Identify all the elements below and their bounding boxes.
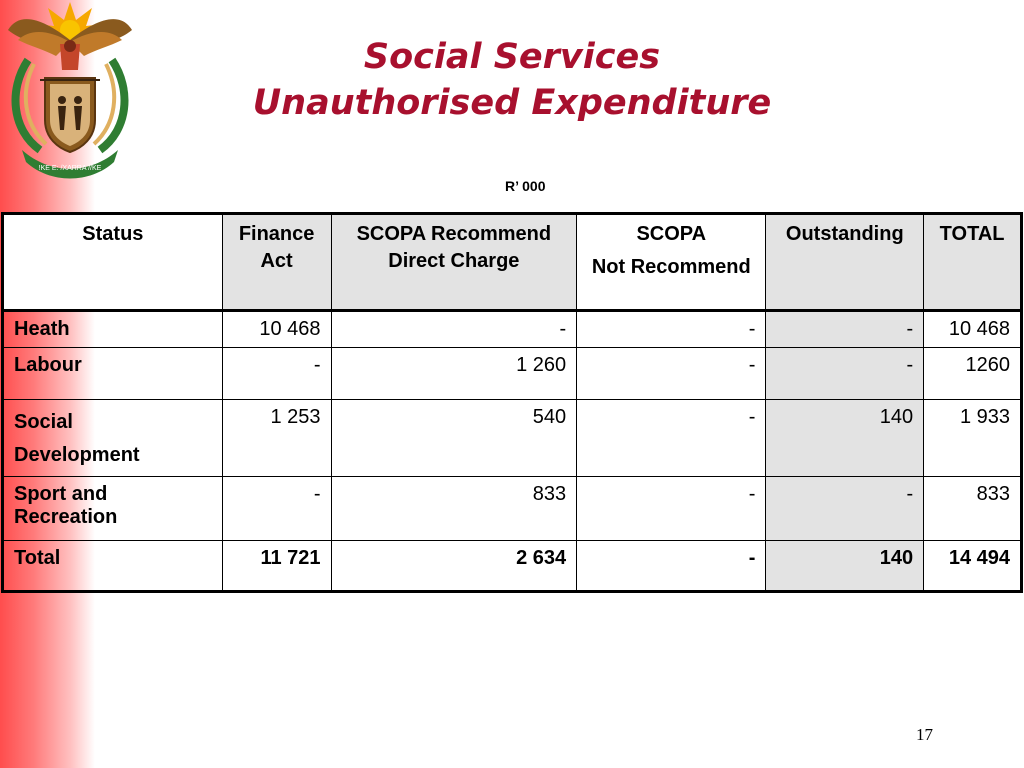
row-status	[3, 400, 223, 477]
table-row	[3, 311, 1022, 348]
cell-scopa-direct: 2 634	[331, 541, 577, 592]
logo-motto: !KE E: /XARRA //KE	[38, 165, 102, 172]
cell-scopa-direct: 1 260	[331, 348, 577, 400]
title-line-1: Social Services	[363, 37, 661, 77]
cell-scopa-not: -	[577, 348, 766, 400]
cell-outstanding: 140	[766, 541, 924, 592]
cell-outstanding: -	[766, 348, 924, 400]
title-line-2: Unauthorised Expenditure	[252, 83, 772, 123]
header-scopa-not-line1: SCOPA	[636, 223, 707, 245]
cell-finance-act: 11 721	[222, 541, 331, 592]
unit-label: R’ 000	[505, 178, 546, 194]
table-row	[3, 477, 1022, 541]
cell-total: 14 494	[924, 541, 1022, 592]
cell-total: 1 933	[924, 400, 1022, 477]
expenditure-table	[1, 212, 1023, 593]
row-status: Heath	[3, 311, 223, 348]
cell-scopa-not: -	[577, 400, 766, 477]
cell-outstanding: 140	[766, 400, 924, 477]
cell-scopa-not: -	[577, 541, 766, 592]
header-finance-act: Finance Act	[222, 214, 331, 311]
row-status: Sport and Recreation	[3, 477, 223, 541]
table-row	[3, 541, 1022, 592]
row-status-line1: Social	[14, 411, 73, 433]
cell-scopa-direct: 833	[331, 477, 577, 541]
cell-total: 1260	[924, 348, 1022, 400]
row-status-line2: Development	[14, 444, 140, 466]
cell-finance-act: 10 468	[222, 311, 331, 348]
cell-finance-act: 1 253	[222, 400, 331, 477]
header-status: Status	[3, 214, 223, 311]
cell-scopa-not: -	[577, 477, 766, 541]
cell-scopa-direct: 540	[331, 400, 577, 477]
header-scopa-direct: SCOPA Recommend Direct Charge	[331, 214, 577, 311]
cell-total: 10 468	[924, 311, 1022, 348]
header-scopa-not-recommend	[577, 214, 766, 311]
cell-scopa-not: -	[577, 311, 766, 348]
row-status: Labour	[3, 348, 223, 400]
table-row	[3, 348, 1022, 400]
cell-total: 833	[924, 477, 1022, 541]
table-header-row	[3, 214, 1022, 311]
row-status: Total	[3, 541, 223, 592]
header-total: TOTAL	[924, 214, 1022, 311]
cell-outstanding: -	[766, 477, 924, 541]
cell-finance-act: -	[222, 477, 331, 541]
header-scopa-not-line2: Not Recommend	[591, 256, 751, 278]
cell-outstanding: -	[766, 311, 924, 348]
cell-scopa-direct: -	[331, 311, 577, 348]
cell-finance-act: -	[222, 348, 331, 400]
slide-title	[0, 34, 1024, 126]
table-row	[3, 400, 1022, 477]
page-number: 17	[916, 725, 933, 744]
header-outstanding: Outstanding	[766, 214, 924, 311]
